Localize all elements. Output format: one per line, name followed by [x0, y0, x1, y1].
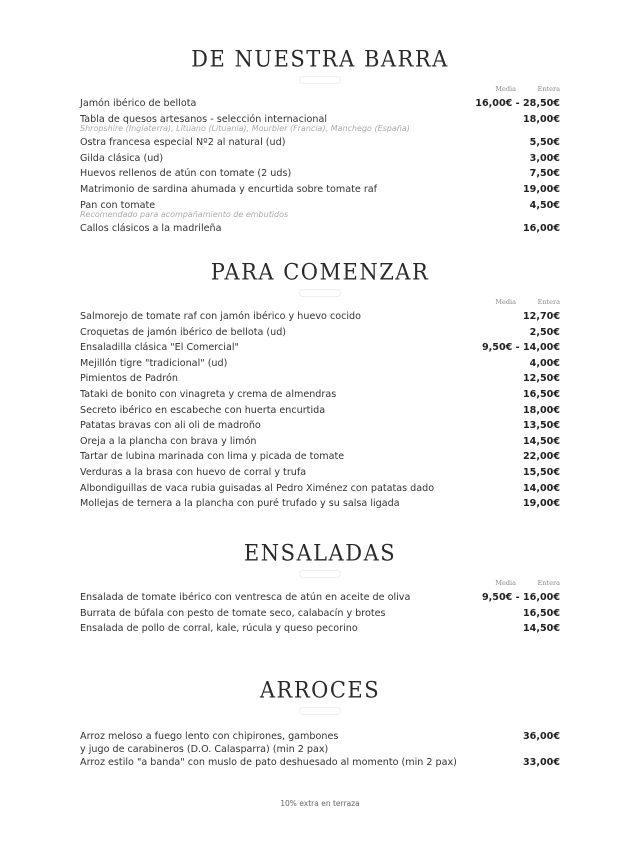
menu-item-price: 14,00€ — [522, 482, 560, 494]
menu-item — [80, 621, 560, 637]
menu-item-price: 33,00€ — [522, 757, 560, 768]
section-title: ENSALADAS — [243, 540, 397, 566]
menu-item-name: Tataki de bonito con vinagreta y crema de almendras — [80, 388, 337, 400]
menu-item-price: 16,50€ — [522, 388, 560, 400]
menu-item-name: Secreto ibérico en escabeche con huerta encurtida — [80, 404, 326, 416]
column-header-entera: Entera — [537, 298, 560, 306]
menu-item — [80, 729, 560, 755]
menu-item-name: Callos clásicos a la madrileña — [80, 223, 222, 235]
menu-item-name: Mollejas de ternera a la plancha con puré trufado y su salsa ligada — [80, 498, 400, 510]
menu-item — [80, 606, 560, 622]
section-de-nuestra-barra — [80, 44, 560, 237]
menu-item-name: Croquetas de jamón ibérico de bellota (ud) — [80, 326, 287, 338]
column-header-media: Media — [495, 85, 516, 93]
menu-item-price: 19,00€ — [522, 183, 560, 195]
menu-item-name: Arroz estilo "a banda" con muslo de pato deshuesado al momento (min 2 pax) — [80, 757, 457, 768]
column-header-entera: Entera — [537, 579, 560, 587]
menu-item-name-line2: y jugo de carabineros (D.O. Calasparra) (min 2 pax) — [80, 744, 329, 755]
menu-item — [80, 465, 560, 481]
section-arroces — [80, 675, 560, 771]
column-headers — [80, 84, 560, 96]
menu-item — [80, 325, 560, 341]
menu-item-price: 9,50€ - 14,00€ — [481, 342, 560, 354]
menu-item-price: 12,50€ — [522, 373, 560, 385]
menu-item-name: Mejillón tigre "tradicional" (ud) — [80, 357, 228, 369]
menu-item-name: Oreja a la plancha con brava y limón — [80, 435, 257, 447]
menu-item-name: Burrata de búfala con pesto de tomate seco, calabacín y brotes — [80, 607, 386, 619]
menu-item — [80, 403, 560, 419]
column-headers — [80, 578, 560, 590]
menu-item-price: 16,50€ — [522, 607, 560, 619]
menu-item-price: 5,50€ — [529, 137, 560, 149]
menu-item-name: Pan con tomate — [80, 199, 156, 211]
menu-item-price: 15,50€ — [522, 466, 560, 478]
menu-item-name: Gilda clásica (ud) — [80, 152, 164, 164]
section-title: ARROCES — [259, 677, 381, 703]
menu-item — [80, 387, 560, 403]
ornament-divider-icon — [299, 76, 341, 84]
menu-item-description: Recomendado para acompañamiento de embutidos — [80, 210, 289, 220]
menu-item-price: 9,50€ - 16,00€ — [481, 592, 560, 603]
menu-item-name: Verduras a la brasa con huevo de corral y trufa — [80, 466, 307, 478]
menu-item — [80, 590, 560, 606]
menu-item — [80, 496, 560, 512]
menu-item — [80, 96, 560, 112]
menu-item — [80, 449, 560, 465]
menu-item-name: Ostra francesa especial Nº2 al natural (ud) — [80, 137, 286, 149]
menu-item-price: 3,00€ — [529, 152, 560, 164]
menu-item-name: Tabla de quesos artesanos - selección internacional — [80, 113, 328, 125]
menu-item-name: Patatas bravas con ali oli de madroño — [80, 420, 261, 432]
menu-item-name: Pimientos de Padrón — [80, 373, 178, 385]
menu-item-name: Huevos rellenos de atún con tomate (2 uds) — [80, 168, 292, 180]
menu-item-price: 14,50€ — [522, 623, 560, 635]
column-header-media: Media — [495, 298, 516, 306]
menu-item-name: Matrimonio de sardina ahumada y encurtida sobre tomate raf — [80, 183, 378, 195]
menu-item-price: 2,50€ — [529, 326, 560, 338]
menu-item-price: 16,00€ - 28,50€ — [475, 98, 560, 109]
menu-item-price: 4,50€ — [529, 199, 560, 211]
menu-item-price: 36,00€ — [522, 731, 560, 742]
menu-item — [80, 481, 560, 497]
menu-item-price: 19,00€ — [522, 498, 560, 510]
menu-item-price: 4,00€ — [529, 357, 560, 369]
menu-item-price: 22,00€ — [522, 451, 560, 463]
column-header-media: Media — [495, 579, 516, 587]
menu-item — [80, 418, 560, 434]
menu-item-name: Ensalada de pollo de corral, kale, rúcula y queso pecorino — [80, 623, 358, 635]
ornament-divider-icon — [299, 570, 341, 578]
menu-item-name: Albondiguillas de vaca rubia guisadas al Pedro Ximénez con patatas dado — [80, 482, 435, 494]
menu-item-price: 18,00€ — [522, 404, 560, 416]
menu-item-price: 18,00€ — [522, 113, 560, 125]
column-headers — [80, 297, 560, 309]
menu-item-name: Salmorejo de tomate raf con jamón ibérico y huevo cocido — [80, 311, 361, 322]
menu-item — [80, 434, 560, 450]
menu-item-price: 7,50€ — [529, 168, 560, 180]
menu-item-price: 16,00€ — [522, 223, 560, 235]
menu-item — [80, 371, 560, 387]
ornament-divider-icon — [299, 289, 341, 297]
menu-item — [80, 135, 560, 151]
menu-item — [80, 198, 560, 220]
menu-item-name: Arroz meloso a fuego lento con chipirones, gambones — [80, 731, 339, 742]
menu-item — [80, 182, 560, 198]
menu-item-name: Ensalada de tomate ibérico con ventresca de atún en aceite de oliva — [80, 592, 411, 603]
menu-item — [80, 151, 560, 167]
menu-item-name: Ensaladilla clásica "El Comercial" — [80, 342, 239, 354]
menu-item — [80, 166, 560, 182]
menu-item-price: 13,50€ — [522, 420, 560, 432]
menu-item — [80, 309, 560, 325]
menu-item — [80, 340, 560, 356]
menu-item — [80, 221, 560, 237]
section-ensaladas — [80, 538, 560, 637]
menu-item — [80, 356, 560, 372]
menu-item-description: Shropshire (Inglaterra), Lituano (Lituania), Mourbier (Francia), Manchego (España) — [80, 124, 410, 134]
menu-item-price: 14,50€ — [522, 435, 560, 447]
menu-item-name: Tartar de lubina marinada con lima y picada de tomate — [80, 451, 345, 463]
menu-item-price: 12,70€ — [522, 311, 560, 322]
section-title: DE NUESTRA BARRA — [191, 46, 449, 72]
section-title: PARA COMENZAR — [210, 259, 430, 285]
section-para-comenzar — [80, 257, 560, 512]
menu-item — [80, 755, 560, 771]
menu-item — [80, 112, 560, 134]
ornament-divider-icon — [299, 707, 341, 715]
menu-item-name: Jamón ibérico de bellota — [80, 98, 197, 109]
column-header-entera: Entera — [537, 85, 560, 93]
terrace-surcharge-note: 10% extra en terraza — [280, 799, 360, 808]
